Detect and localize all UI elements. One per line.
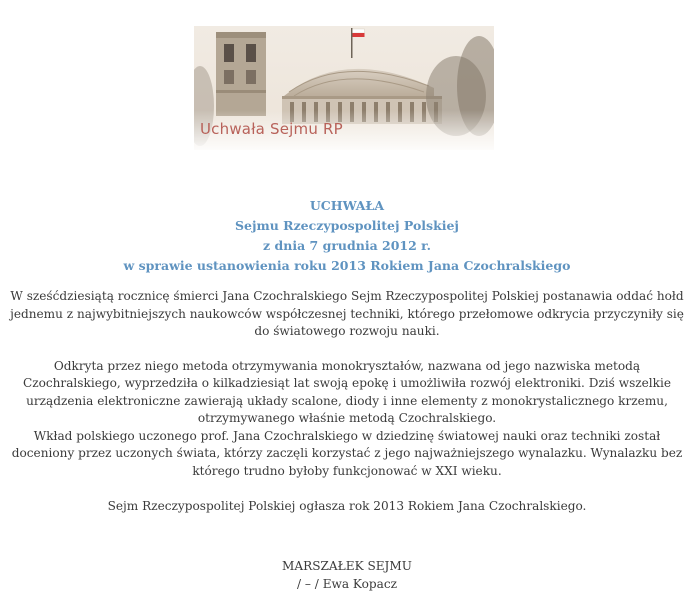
paragraph-spacer [6, 341, 688, 358]
banner-caption: Uchwała Sejmu RP [200, 120, 343, 138]
paragraph-contribution: Wkład polskiego uczonego prof. Jana Czochralskiego w dziedzinę światowej nauki oraz techniki został doceniony przez uczonych świata, którzy zaczęli korzystać z jego najważniejszego wynalazku. Wynalazku bez którego trudno byłoby funkcjonować w XXI wieku. [11, 428, 683, 478]
tower-shape [216, 32, 266, 116]
paragraph-spacer [6, 480, 688, 498]
resolution-body [6, 288, 688, 516]
heading-title: UCHWAŁA [309, 198, 385, 213]
heading-subject: w sprawie ustanowienia roku 2013 Rokiem Jana Czochralskiego [123, 258, 571, 273]
signature-name: / – / Ewa Kopacz [296, 577, 398, 591]
paragraph-proclamation: Sejm Rzeczypospolitej Polskiej ogłasza rok 2013 Rokiem Jana Czochralskiego. [107, 499, 587, 513]
paragraph-intro: W sześćdziesiątą rocznicę śmierci Jana Czochralskiego Sejm Rzeczypospolitej Polskiej postanawia oddać hołd jednemu z najwybitniejszych naukowców współczesnej techniki, którego przełomowe odkrycia przyczyniły się do światowego rozwoju nauki. [10, 289, 684, 338]
signature-block [0, 557, 694, 593]
resolution-heading [0, 196, 694, 276]
signature-title: MARSZAŁEK SEJMU [282, 559, 412, 573]
header-banner-image [194, 26, 494, 150]
heading-date: z dnia 7 grudnia 2012 r. [263, 238, 431, 253]
heading-issuer: Sejmu Rzeczypospolitej Polskiej [235, 218, 459, 233]
paragraph-method: Odkryta przez niego metoda otrzymywania monokryształów, nazwana od jego nazwiska metodą Czochralskiego, wyprzedziła o kilkadziesiąt lat swoją epokę i umożliwiła rozwój elektroniki. Dziś wszelkie urządzenia elektroniczne zawierają układy scalone, diody i inne elementy z monokrystalicznego krzemu, otrzymywanego właśnie metodą Czochralskiego. [22, 358, 672, 425]
